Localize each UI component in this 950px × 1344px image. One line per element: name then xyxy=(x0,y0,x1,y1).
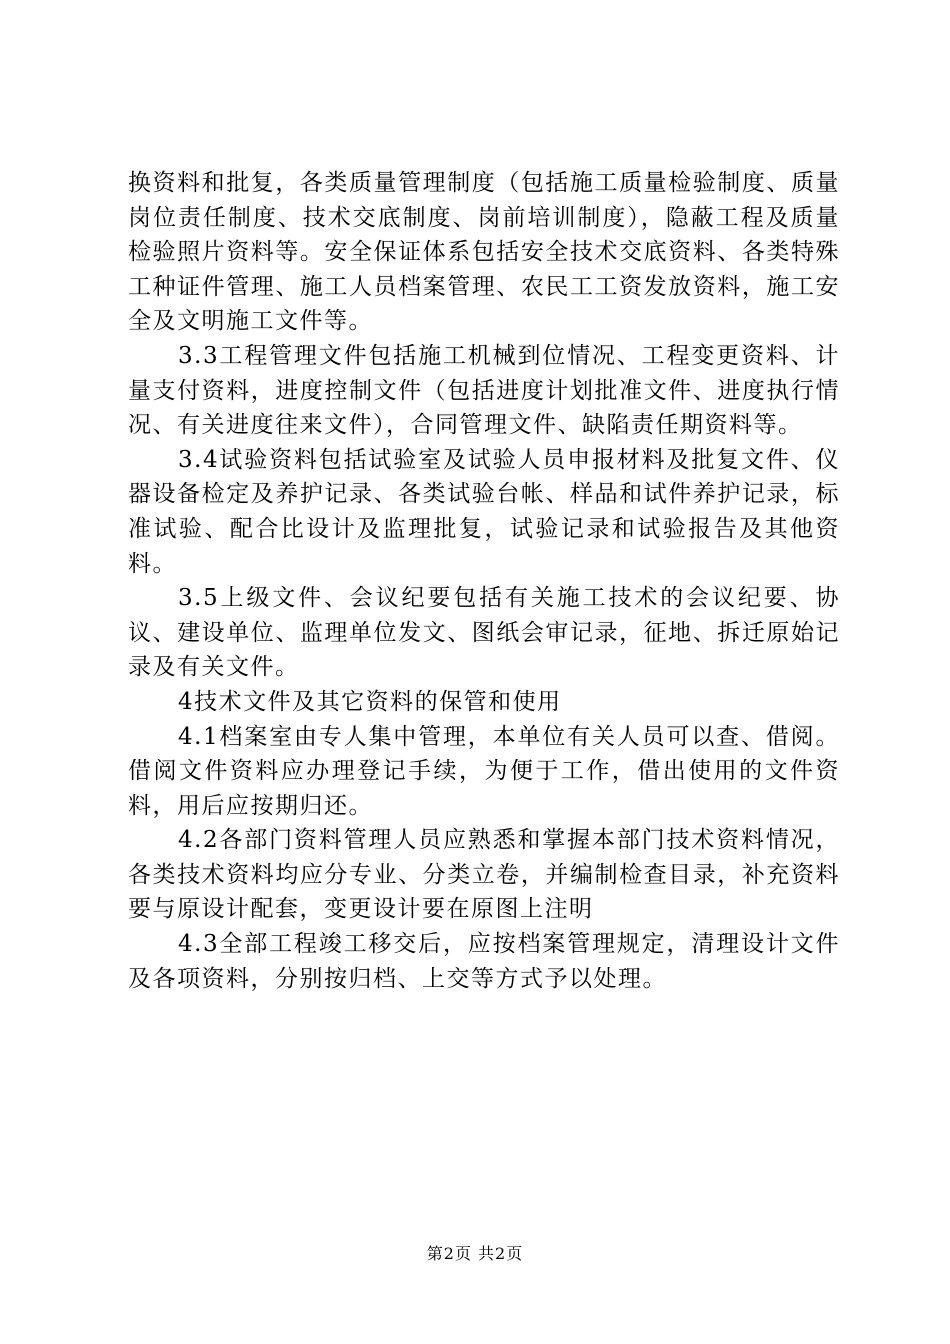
paragraph-3-4: 3.4试验资料包括试验室及试验人员申报材料及批复文件、仪器设备检定及养护记录、各类试验台帐、样品和试件养护记录，标准试验、配合比设计及监理批复，试验记录和试验报告及其他资料。 xyxy=(128,446,840,577)
document-body xyxy=(128,166,840,996)
paragraph-3-3: 3.3工程管理文件包括施工机械到位情况、工程变更资料、计量支付资料，进度控制文件（包括进度计划批准文件、进度执行情况、有关进度往来文件），合同管理文件、缺陷责任期资料等。 xyxy=(128,342,840,439)
paragraph-4-3: 4.3全部工程竣工移交后，应按档案管理规定，清理设计文件及各项资料，分别按归档、上交等方式予以处理。 xyxy=(128,931,840,992)
section-heading-4: 4技术文件及其它资料的保管和使用 xyxy=(178,688,562,715)
paragraph-continuation: 换资料和批复，各类质量管理制度（包括施工质量检验制度、质量岗位责任制度、技术交底制度、岗前培训制度），隐蔽工程及质量检验照片资料等。安全保证体系包括安全技术交底资料、各类特殊工种证件管理、施工人员档案管理、农民工工资发放资料，施工安全及文明施工文件等。 xyxy=(128,170,840,335)
page-number-footer: 第2页 共2页 xyxy=(426,1244,524,1263)
paragraph-3-5: 3.5上级文件、会议纪要包括有关施工技术的会议纪要、协议、建设单位、监理单位发文、图纸会审记录，征地、拆迁原始记录及有关文件。 xyxy=(128,585,840,681)
paragraph-4-2: 4.2各部门资料管理人员应熟悉和掌握本部门技术资料情况，各类技术资料均应分专业、分类立卷，并编制检查目录，补充资料要与原设计配套，变更设计要在原图上注明 xyxy=(128,827,840,923)
paragraph-4-1: 4.1档案室由专人集中管理，本单位有关人员可以查、借阅。借阅文件资料应办理登记手续，为便于工作，借出使用的文件资料，用后应按期归还。 xyxy=(128,723,840,819)
